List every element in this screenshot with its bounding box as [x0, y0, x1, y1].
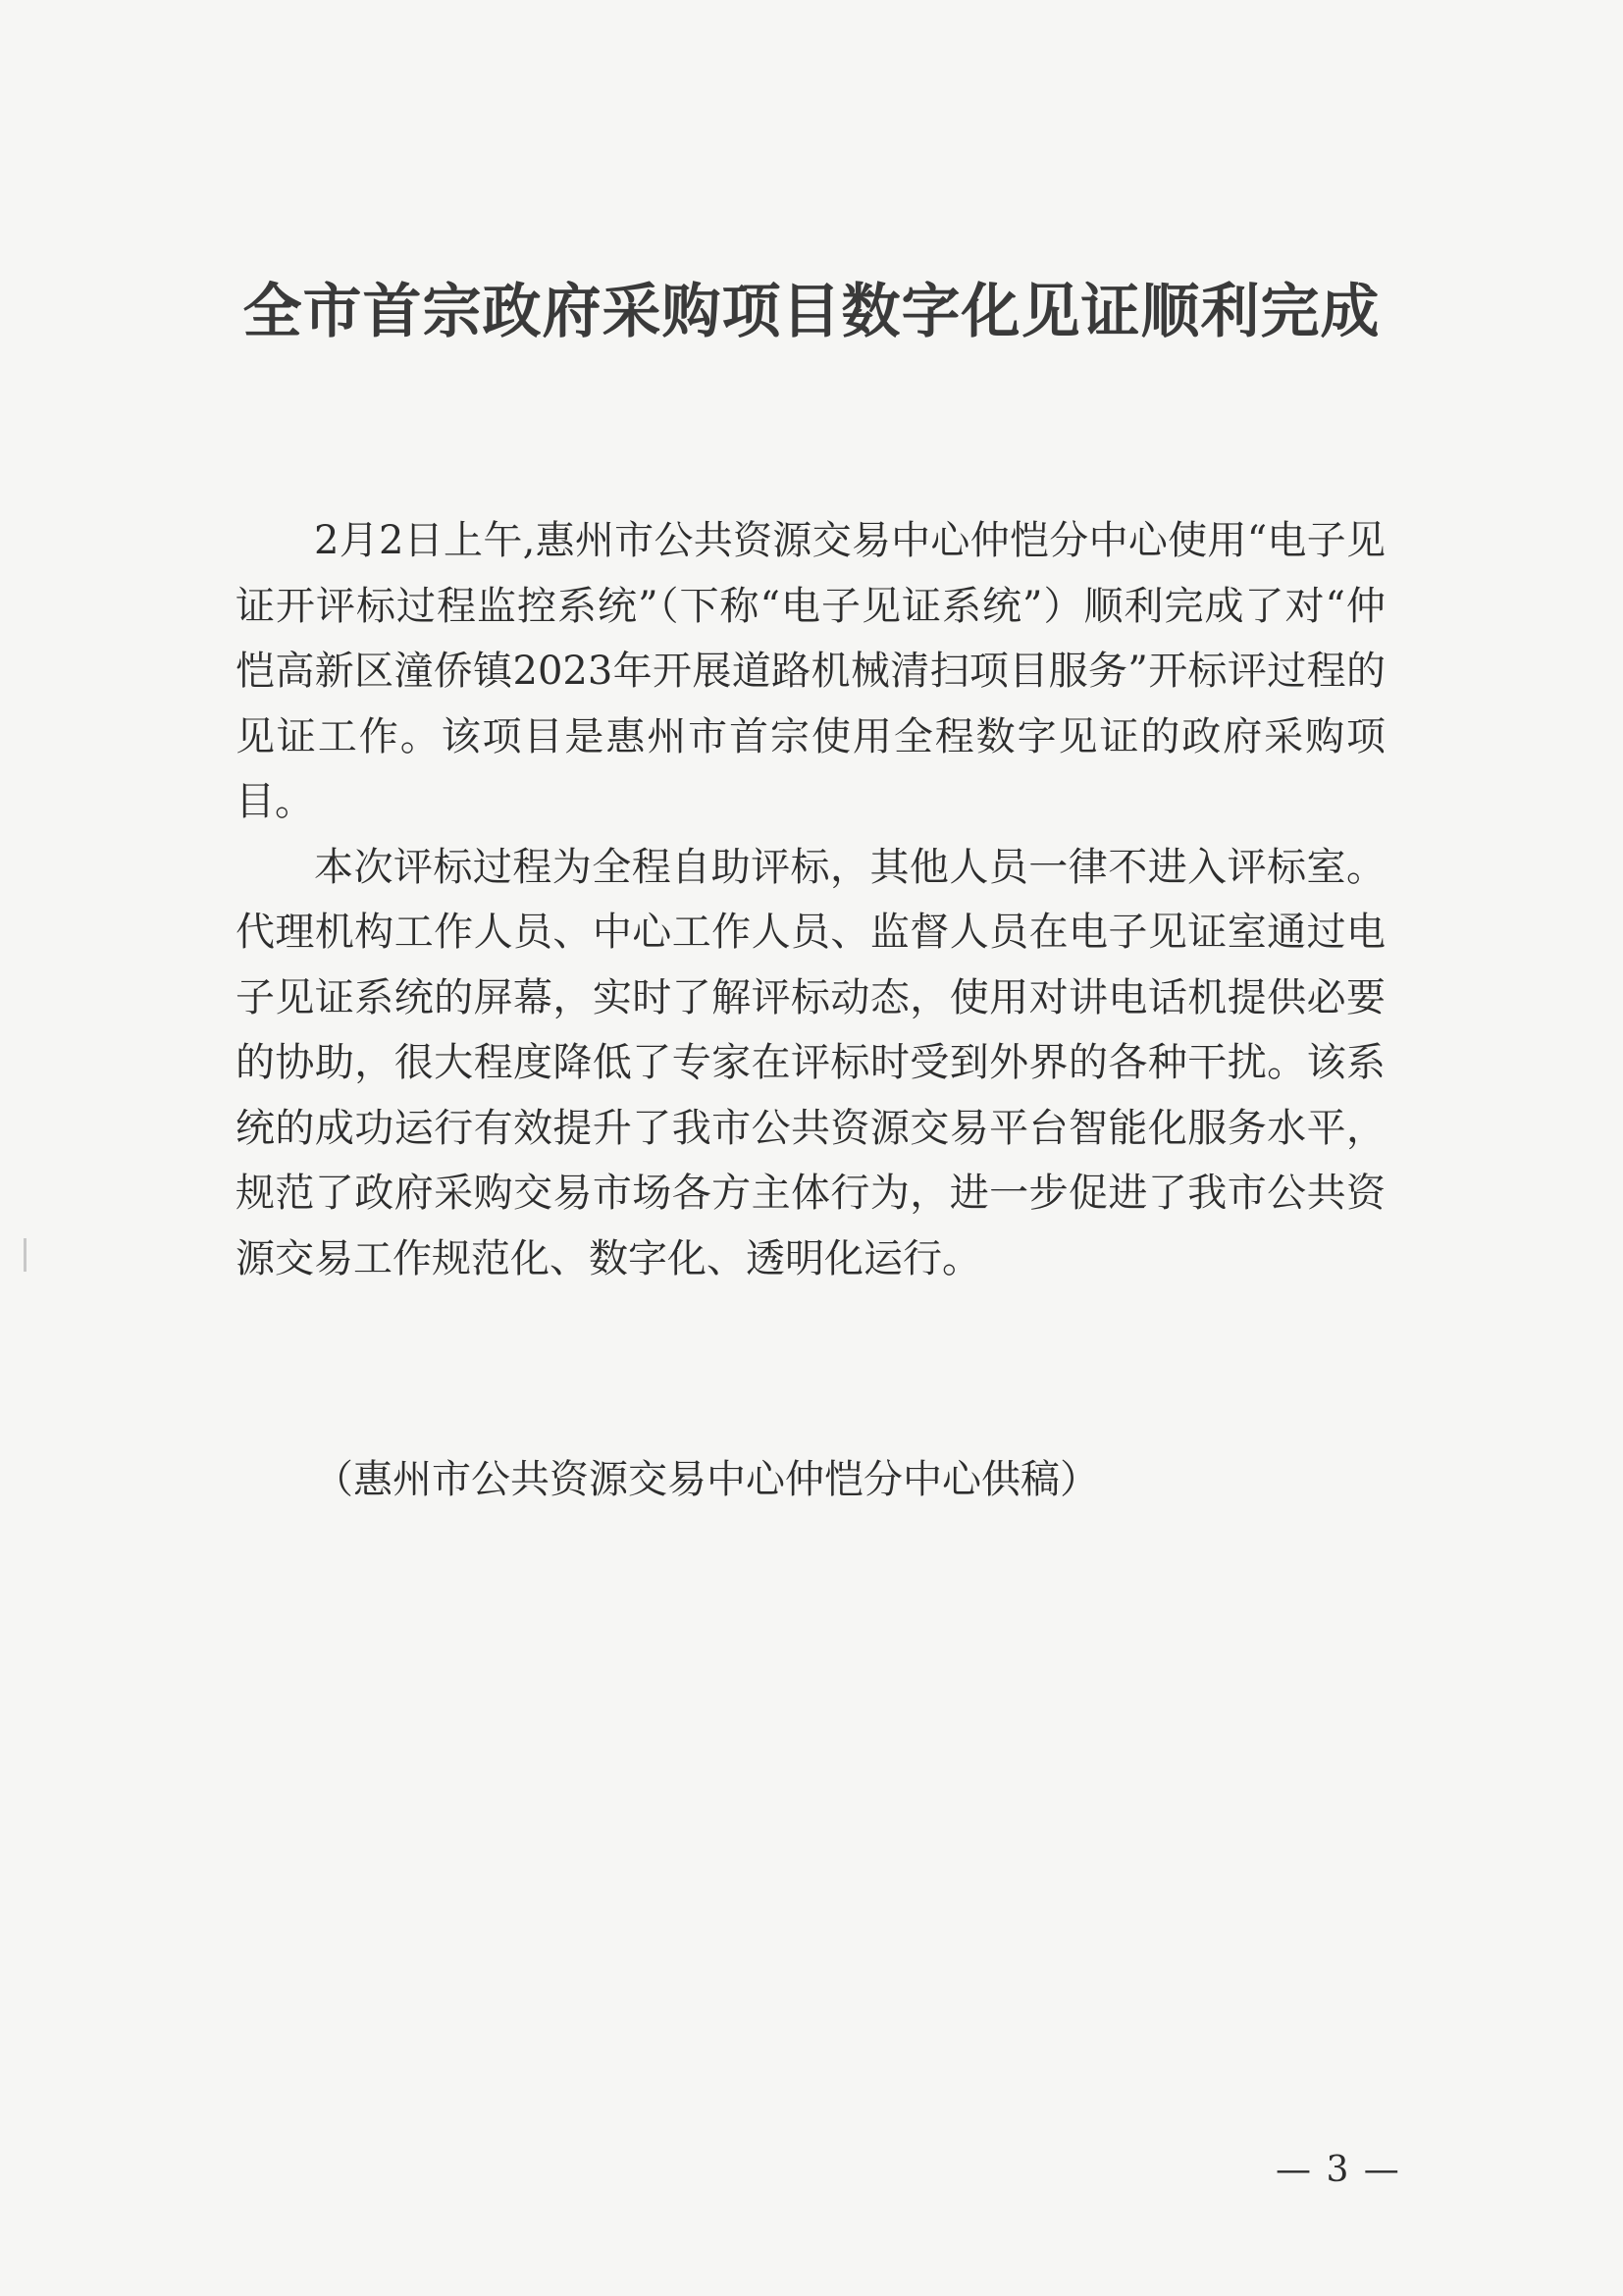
paragraph-2: 本次评标过程为全程自助评标，其他人员一律不进入评标室。代理机构工作人员、中心工作人员、监督人员在电子见证室通过电子见证系统的屏幕，实时了解评标动态，使用对讲电话机提供必要的协助，很大程度降低了专家在评标时受到外界的各种干扰。该系统的成功运行有效提升了我市公共资源交易平台智能化服务水平，规范了政府采购交易市场各方主体行为，进一步促进了我市公共资源交易工作规范化、数字化、透明化运行。	[236, 844, 1386, 1281]
document-title: 全市首宗政府采购项目数字化见证顺利完成	[242, 278, 1381, 346]
document-body	[236, 508, 1386, 1291]
source-note: （惠州市公共资源交易中心仲恺分中心供稿）	[314, 1457, 1099, 1502]
page-number: — 3 —	[1276, 2150, 1401, 2190]
scan-edge-mark	[24, 1238, 26, 1272]
paragraph-1: 2月2日上午,惠州市公共资源交易中心仲恺分中心使用“电子见证开评标过程监控系统”（下称“电子见证系统”）顺利完成了对“仲恺高新区潼侨镇2023年开展道路机械清扫项目服务”开标评过程的见证工作。该项目是惠州市首宗使用全程数字见证的政府采购项目。	[236, 518, 1386, 824]
